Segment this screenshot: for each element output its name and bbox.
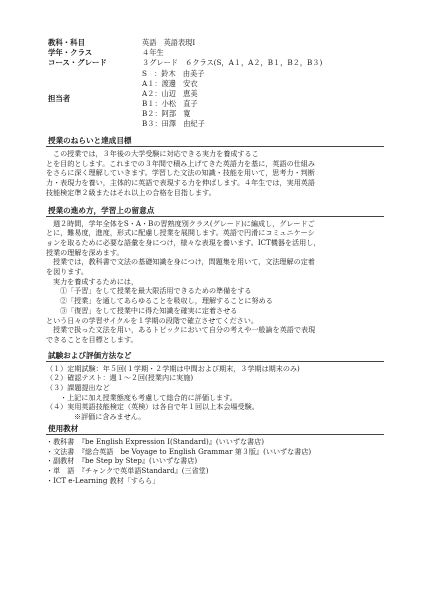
study-step: ①「予習」をして授業を最大限活用できるための準備をする — [60, 286, 252, 296]
teacher-entry: A２：山辺 恵美 — [142, 89, 198, 98]
text-line: 力・表現力を養い，主体的に英語で表現する力を伸ばします。４年生では，実用英語 — [46, 178, 315, 188]
material-item: ・副教材 『be Step by Step』(いいずな書店) — [46, 456, 198, 466]
evaluation-section — [46, 351, 384, 422]
teacher-entry: S ：鈴木 由美子 — [142, 69, 205, 78]
grade-label: 学年・クラス — [48, 48, 93, 57]
evaluation-item: ・上記に加え授業態度も考慮して総合的に評価します。 — [60, 392, 237, 402]
teacher-entry: A１：渡邊 安衣 — [142, 79, 198, 88]
evaluation-heading: 試験および評価方法など — [46, 351, 384, 362]
subject-label: 教科・科目 — [48, 38, 85, 47]
text-line: 実力を養成するためには， — [53, 276, 139, 286]
aims-text — [46, 149, 384, 198]
materials-list — [46, 437, 384, 486]
teacher-entry: B３：田澤 由紀子 — [142, 119, 205, 128]
aims-section — [46, 136, 384, 198]
evaluation-item: （２）確認テスト：週１～２回(授業内に実施) — [46, 373, 194, 383]
text-line: 週２時間，学年全体をS・A・Bの習熟度別クラス(グレード)に編成し，グレードご — [53, 218, 315, 228]
study-step: ③「復習」をして授業中に得た知識を確実に定着させる — [60, 305, 238, 315]
course-info — [46, 38, 384, 134]
text-line: 授業の理解を深めます。 — [46, 247, 124, 257]
study-step: ②「授業」を通してあらゆることを吸収し，理解することに努める — [60, 296, 273, 306]
text-line: 授業で扱った文法を用い，あるトピックにおいて自分の考えや一般論を英語で表現 — [53, 325, 316, 335]
evaluation-list — [46, 364, 384, 422]
evaluation-note: ※評価に含みません。 — [74, 412, 146, 422]
evaluation-item: （３）課題提出など — [46, 383, 110, 393]
material-item: ・単 語 『チャンクで英単語Standard』(三省堂) — [46, 465, 209, 475]
course-label: コース・グレード — [48, 58, 107, 67]
teacher-label: 担当者 — [48, 94, 71, 103]
text-line: とを目的とします。これまでの３年間で積み上げてきた英語力を基に，英語の仕組み — [46, 158, 315, 168]
evaluation-item: （４）実用英語技能検定（英検）は各自で年１回以上本会場受験。 — [46, 402, 259, 412]
teacher-entry: B２：阿部 寛 — [142, 109, 191, 118]
text-line: ョンを取るために必要な語彙を身につけ，様々な表現を養います。ICT機器を活用し， — [46, 237, 321, 247]
text-line: という日々の学習サイクルを１学期の段階で確立させてください。 — [46, 315, 258, 325]
method-heading: 授業の進め方，学習上の留意点 — [46, 206, 384, 217]
text-line: 技能検定準２級またはそれ以上の合格を目指します。 — [46, 187, 216, 197]
teacher-entry: B１：小松 直子 — [142, 99, 198, 108]
method-text — [46, 219, 384, 345]
text-line: をさらに深く理解していきます。学習した文法の知識・技能を用いて，思考力・判断 — [46, 168, 315, 178]
material-item: ・教科書 『be English Expression Ⅰ(Standard)』(いいずな書店) — [46, 436, 264, 446]
subject-value: 英語 英語表現Ⅰ — [142, 38, 196, 47]
text-line: を図ります。 — [46, 267, 88, 277]
text-line: この授業では，３年後の大学受験に対応できる実力を養成するこ — [53, 149, 259, 158]
materials-section — [46, 424, 384, 486]
method-section — [46, 206, 384, 345]
material-item: ・文法書 『総合英語 be Voyage to English Grammar 第３版』(いいずな書店) — [46, 446, 312, 456]
syllabus-page — [46, 38, 384, 485]
aims-heading: 授業のねらいと達成目標 — [46, 136, 384, 147]
text-line: できることを目標とします。 — [46, 334, 138, 344]
text-line: とに，難易度，進度，形式に配慮し授業を展開します。英語で円滑にコミュニケーシ — [46, 228, 315, 238]
materials-heading: 使用教材 — [46, 424, 384, 435]
material-item: ・ICT e-Learning 教材「すらら」 — [46, 475, 160, 485]
text-line: 授業では，教科書で文法の基礎知識を身につけ，問題集を用いて，文法理解の定着 — [53, 257, 315, 267]
grade-value: ４年生 — [142, 48, 164, 57]
evaluation-item: （１）定期試験：年５回(１学期・２学期は中間および期末，３学期は期末のみ) — [46, 363, 300, 373]
course-value: ３グレード ６クラス(S，A１，A２，B１，B２，B３) — [142, 58, 323, 67]
